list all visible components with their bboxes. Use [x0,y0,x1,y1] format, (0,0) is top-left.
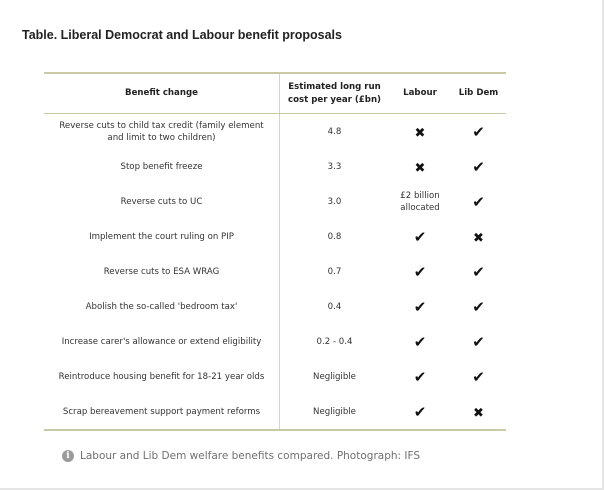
cost-value: 3.3 [327,161,342,172]
check-icon: ✔ [472,368,485,386]
labour-text: £2 billion allocated [400,190,440,213]
labour-cell [389,297,451,316]
table-row [44,254,506,289]
benefit-change [59,371,265,383]
check-icon: ✔ [472,193,485,211]
labour-cell [389,262,451,281]
header-libdem: Lib Dem [458,88,499,98]
table-row [44,394,506,429]
libdem-cell [451,227,506,246]
check-icon: ✔ [472,263,485,281]
cost-value: 0.4 [327,301,342,312]
benefit-change [121,196,203,208]
benefit-change [62,336,262,348]
check-icon: ✔ [413,333,427,351]
header-cost-line2: cost per year (£bn) [288,94,381,105]
check-icon: ✔ [413,403,427,421]
benefit-change-line2: and limit to two children) [107,132,216,143]
cross-icon: ✖ [414,161,426,176]
labour-cell [389,190,451,214]
cost-value: 0.7 [327,266,342,277]
cross-icon: ✖ [473,406,484,421]
benefit-change-line1: Abolish the so-called 'bedroom tax' [85,301,238,312]
table-row [44,359,506,394]
check-icon: ✔ [472,158,485,176]
labour-cell [389,332,451,351]
check-icon: ✔ [413,368,427,386]
table-body [44,114,506,429]
cross-icon: ✖ [414,126,426,141]
benefit-change [59,120,263,144]
check-icon: ✔ [472,298,485,316]
libdem-cell [451,122,506,141]
benefit-table [44,72,506,431]
photo-caption [62,450,420,462]
header-benefit: Benefit change [125,88,198,98]
table-row [44,184,506,219]
benefit-change [120,161,202,173]
benefit-change-line1: Scrap bereavement support payment reforms [62,406,261,417]
benefit-change-line1: Reverse cuts to child tax credit (family element [59,120,264,131]
libdem-cell [451,402,506,421]
labour-cell [389,122,451,141]
labour-cell [389,402,451,421]
cost-value: Negligible [313,371,356,382]
caption-text: Labour and Lib Dem welfare benefits compared. Photograph: IFS [80,450,421,462]
cost-value: Negligible [313,406,356,417]
libdem-cell [451,332,506,351]
benefit-change [86,301,238,313]
table-row [44,114,506,149]
labour-cell [389,157,451,176]
check-icon: ✔ [413,228,427,246]
benefit-change-line1: Reverse cuts to UC [120,196,203,207]
libdem-cell [451,367,506,386]
header-cost-line1: Estimated long run [288,81,381,92]
check-icon: ✔ [413,298,427,316]
benefit-change-line1: Stop benefit freeze [120,161,203,172]
check-icon: ✔ [472,333,485,351]
libdem-cell [451,192,506,211]
table-row [44,149,506,184]
libdem-cell [451,157,506,176]
benefit-change-line1: Reintroduce housing benefit for 18-21 year olds [58,371,265,382]
labour-cell [389,367,451,386]
libdem-cell [451,297,506,316]
cost-value: 4.8 [327,126,342,137]
check-icon: ✔ [472,123,485,141]
libdem-cell [451,262,506,281]
benefit-change-line1: Implement the court ruling on PIP [89,231,234,242]
info-icon[interactable]: i [62,450,74,462]
table-header [44,74,506,114]
header-labour: Labour [403,88,437,98]
table-row [44,289,506,324]
benefit-change [104,266,220,278]
table-row [44,324,506,359]
table-row [44,219,506,254]
benefit-change-line1: Increase carer's allowance or extend eligibility [61,336,262,347]
benefit-change-line1: Reverse cuts to ESA WRAG [103,266,220,277]
benefit-change [89,231,234,243]
benefit-change [63,406,260,418]
cost-value: 0.8 [327,231,342,242]
cross-icon: ✖ [473,231,484,246]
labour-cell [389,227,451,246]
cost-value: 3.0 [327,196,342,207]
header-cost [280,81,389,107]
check-icon: ✔ [413,263,427,281]
table-title: Table. Liberal Democrat and Labour benefit proposals [22,28,342,42]
cost-value: 0.2 - 0.4 [316,336,353,347]
